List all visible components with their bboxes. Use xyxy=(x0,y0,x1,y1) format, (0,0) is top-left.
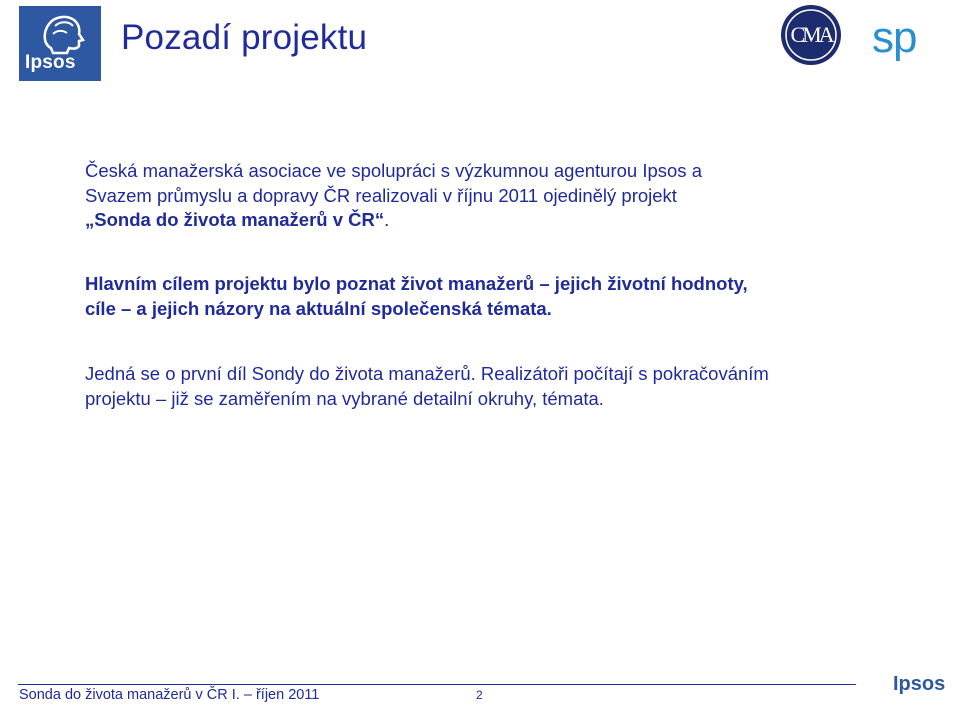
footer-title: Sonda do života manažerů v ČR I. – říjen 2011 xyxy=(19,687,320,703)
sp-logo xyxy=(872,13,938,68)
goal-paragraph xyxy=(85,271,875,321)
cma-logo-text: CMA xyxy=(790,22,832,47)
intro-line-3 xyxy=(85,208,875,233)
goal-line-2: cíle – a jejich názory na aktuální společenská témata. xyxy=(85,298,552,319)
project-name: „Sonda do života manažerů v ČR“ xyxy=(85,209,385,230)
page-title: Pozadí projektu xyxy=(121,18,368,57)
goal-line-1: Hlavním cílem projektu bylo poznat život manažerů – jejich životní hodnoty, xyxy=(85,273,748,294)
footer-divider xyxy=(18,684,856,685)
continuation-line-2: projektu – již se zaměřením na vybrané detailní okruhy, témata. xyxy=(85,388,604,409)
intro-paragraph xyxy=(85,159,875,233)
footer-ipsos-logo: Ipsos xyxy=(893,673,946,695)
page-number: 2 xyxy=(476,688,483,702)
ipsos-logo xyxy=(19,6,101,81)
intro-line-2: Svazem průmyslu a dopravy ČR realizovali v říjnu 2011 ojedinělý projekt xyxy=(85,184,677,206)
cma-logo xyxy=(780,4,842,66)
continuation-line-1: Jedná se o první díl Sondy do života manažerů. Realizátoři počítají s pokračováním xyxy=(85,363,769,384)
ipsos-logo-text: Ipsos xyxy=(25,52,76,73)
continuation-paragraph xyxy=(85,361,875,411)
intro-line-3-tail: . xyxy=(384,209,390,230)
sp-logo-text: sp xyxy=(872,13,917,62)
intro-line-1: Česká manažerská asociace ve spolupráci s výzkumnou agenturou Ipsos a xyxy=(85,160,702,181)
